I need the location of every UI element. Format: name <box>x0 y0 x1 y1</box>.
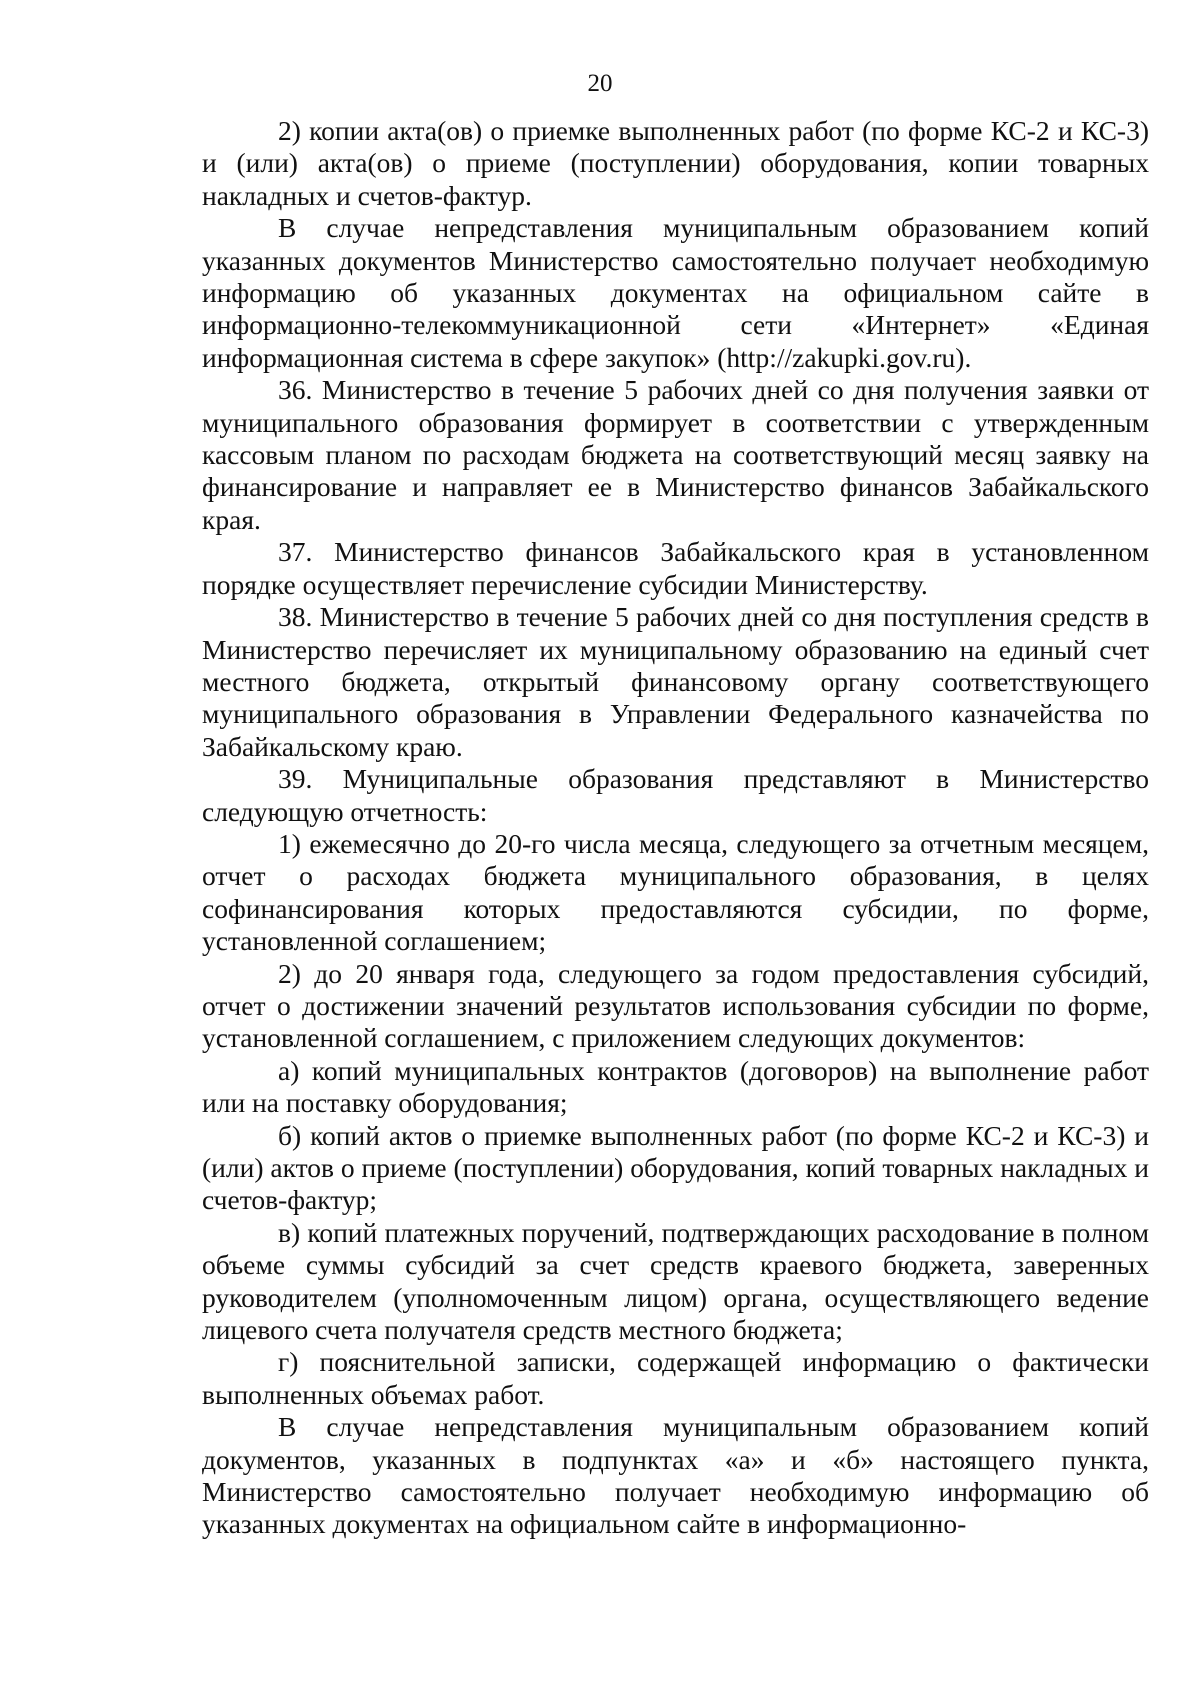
page-number: 20 <box>587 70 613 97</box>
paragraph-39-item-2: 2) до 20 января года, следующего за годом предоставления субсидий, отчет о достижении значений результатов использования субсидии по форме, установленной соглашением, с приложением следующих документов: <box>202 957 1149 1054</box>
paragraph-non-submission-1: В случае непредставления муниципальным образованием копий указанных документов Министерство самостоятельно получает необходимую информацию об указанных документах на официальном сайте в информационно-телекоммуникационной сети «Интернет» «Единая информационная система в сфере закупок» (http://zakupki.gov.ru). <box>202 212 1149 373</box>
paragraph-37: 37. Министерство финансов Забайкальского края в установленном порядке осуществляет перечисление субсидии Министерству. <box>202 536 1149 600</box>
paragraph-39-item-g: г) пояснительной записки, содержащей информацию о фактически выполненных объемах работ. <box>202 1346 1149 1410</box>
paragraph-39-item-a: а) копий муниципальных контрактов (договоров) на выполнение работ или на поставку оборудования; <box>202 1054 1149 1119</box>
paragraph-39-item-1: 1) ежемесячно до 20-го числа месяца, следующего за отчетным месяцем, отчет о расходах бюджета муниципального образования, в целях софинансирования которых предоставляются субсидии, по форме, установленной соглашением; <box>202 827 1149 957</box>
paragraph-36: 36. Министерство в течение 5 рабочих дней со дня получения заявки от муниципального образования формирует в соответствии с утвержденным кассовым планом по расходам бюджета на соответствующий месяц заявку на финансирование и направляет ее в Министерство финансов Забайкальского края. <box>202 374 1149 535</box>
paragraph-39-item-v: в) копий платежных поручений, подтверждающих расходование в полном объеме суммы субсидий за счет средств краевого бюджета, заверенных руководителем (уполномоченным лицом) органа, осуществляющего ведение лицевого счета получателя средств местного бюджета; <box>202 1216 1149 1346</box>
paragraph-item-2-acts: 2) копии акта(ов) о приемке выполненных работ (по форме КС-2 и КС-3) и (или) акта(ов) о приеме (поступлении) оборудования, копии товарных накладных и счетов-фактур. <box>202 115 1149 211</box>
paragraph-non-submission-2: В случае непредставления муниципальным образованием копий документов, указанных в подпунктах «а» и «б» настоящего пункта, Министерство самостоятельно получает необходимую информацию об указанных документах на официальном сайте в информационно- <box>202 1411 1149 1540</box>
paragraph-39: 39. Муниципальные образования представляют в Министерство следующую отчетность: <box>202 763 1149 827</box>
document-body <box>202 115 1149 1541</box>
paragraph-38: 38. Министерство в течение 5 рабочих дней со дня поступления средств в Министерство перечисляет их муниципальному образованию на единый счет местного бюджета, открытый финансовому органу соответствующего муниципального образования в Управлении Федерального казначейства по Забайкальскому краю. <box>202 601 1149 762</box>
paragraph-39-item-b: б) копий актов о приемке выполненных работ (по форме КС-2 и КС-3) и (или) актов о приеме (поступлении) оборудования, копий товарных накладных и счетов-фактур; <box>202 1119 1149 1216</box>
